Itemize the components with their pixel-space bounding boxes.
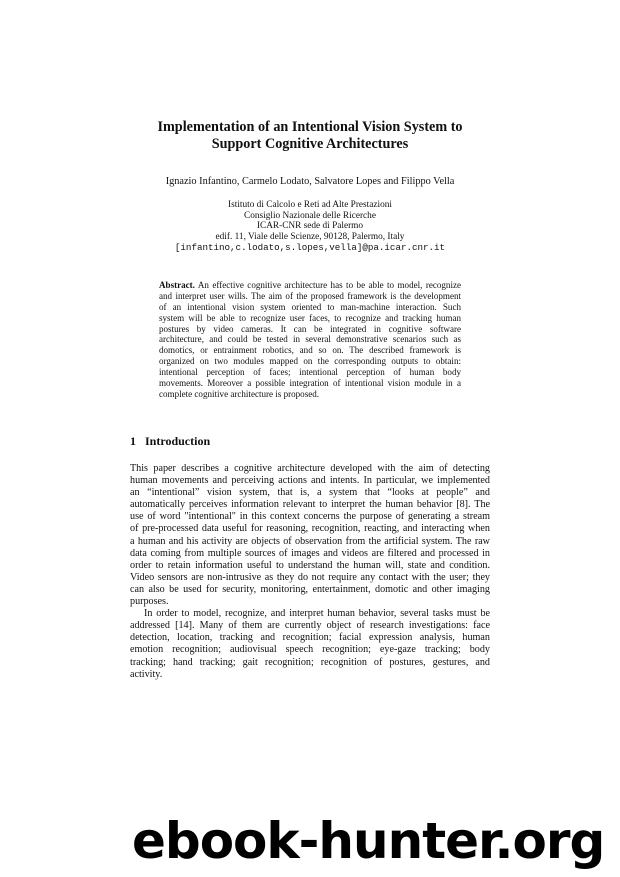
body-line: In order to model, recognize, and interpret human behavior, several tasks must be [144, 608, 490, 620]
body-line: purposes. [130, 596, 169, 608]
watermark-text: ebook-hunter.org [132, 812, 605, 870]
abstract-line: system will be able to recognize user faces, to recognize and tracking human [159, 312, 461, 323]
affiliation-line: edif. 11, Viale delle Scienze, 90128, Palermo, Italy [215, 232, 405, 243]
body-line: an “intentional” vision system, that is, a system that “looks at people” and [130, 487, 490, 499]
body-line: activity. [130, 668, 163, 680]
author-emails: [infantino,c.lodato,s.lopes,vella]@pa.icar.cnr.it [174, 241, 446, 253]
author-list: Ignazio Infantino, Carmelo Lodato, Salvatore Lopes and Filippo Vella [165, 176, 455, 187]
abstract-line: domotics, or entrainment robotics, and so on. The described framework is [159, 345, 461, 356]
abstract-line: architecture, and could be tested in several demonstrative scenarios such as [159, 334, 461, 345]
body-line: addressed [14]. Many of them are currently object of research investigations: face [130, 620, 490, 632]
body-line: This paper describes a cognitive architecture developed with the aim of detecting [130, 463, 490, 474]
body-line: human movements and perceiving actions and intents. In particular, we implemented [130, 475, 490, 487]
affiliation-block [140, 200, 480, 254]
abstract-line: intentional perception of faces; intentional perception of human body [159, 367, 461, 378]
section-heading [130, 434, 210, 448]
title-line-1: Implementation of an Intentional Vision System to [157, 119, 463, 135]
abstract-line: of an intentional vision system oriented to man-machine interaction. Such [159, 301, 461, 312]
body-line: Video sensors are non-intrusive as they do not require any contact with the user; they [130, 571, 490, 583]
affiliation-line: Istituto di Calcolo e Reti ad Alte Prestazioni [228, 200, 392, 210]
abstract-line: movements. Moreover a possible integration of intentional vision module in a [159, 378, 461, 389]
abstract-line [159, 280, 461, 291]
abstract-line: and interpret user wills. The aim of the proposed framework is the development [159, 290, 461, 301]
body-line: detection, location, tracking and recognition; facial expression analysis, human [130, 632, 490, 644]
section-title: Introduction [145, 434, 211, 448]
body-line: emotion recognition; audiovisual speech recognition; eye-gaze tracking; body [130, 644, 490, 656]
abstract-label: Abstract. [159, 280, 195, 290]
abstract [159, 280, 461, 400]
paper-title [100, 119, 520, 153]
body-line: data coming from multiple sources of images and videos are filtered and processed in [130, 547, 490, 559]
affiliation-line: Consiglio Nazionale delle Ricerche [244, 210, 376, 221]
body-line: a human and his activity are objects of observation from the artificial system. The raw [130, 535, 490, 547]
body-line: of pre-processed data useful for reasoning, recognition, reacting, and interacting when [130, 523, 490, 535]
body-text [130, 463, 490, 681]
title-line-2: Support Cognitive Architectures [211, 136, 409, 152]
section-number: 1 [130, 434, 136, 448]
affiliation-line: ICAR-CNR sede di Palermo [256, 221, 364, 232]
abstract-line: complete cognitive architecture is proposed. [159, 388, 320, 399]
abstract-line: postures by video cameras. It can be integrated in cognitive software [159, 323, 461, 334]
abstract-line: organized on two modules mapped on the corresponding outputs to obtain: [159, 356, 461, 367]
body-line: use of word "intentional" in this context concerns the purpose of generating a stream [130, 511, 490, 523]
abstract-text: An effective cognitive architecture has to be able to model, recognize [197, 280, 461, 290]
body-line: tracking; hand tracking; gait recognition; recognition of postures, gestures, and [130, 656, 490, 668]
body-line: automatically perceives information relevant to interpret the human behavior [8]. The [130, 499, 490, 511]
body-line: can also be used for security, monitoring, entertainment, domotic and other imaging [130, 583, 490, 595]
body-line: order to retain information useful to understand the human will, state and condition. [130, 559, 490, 571]
